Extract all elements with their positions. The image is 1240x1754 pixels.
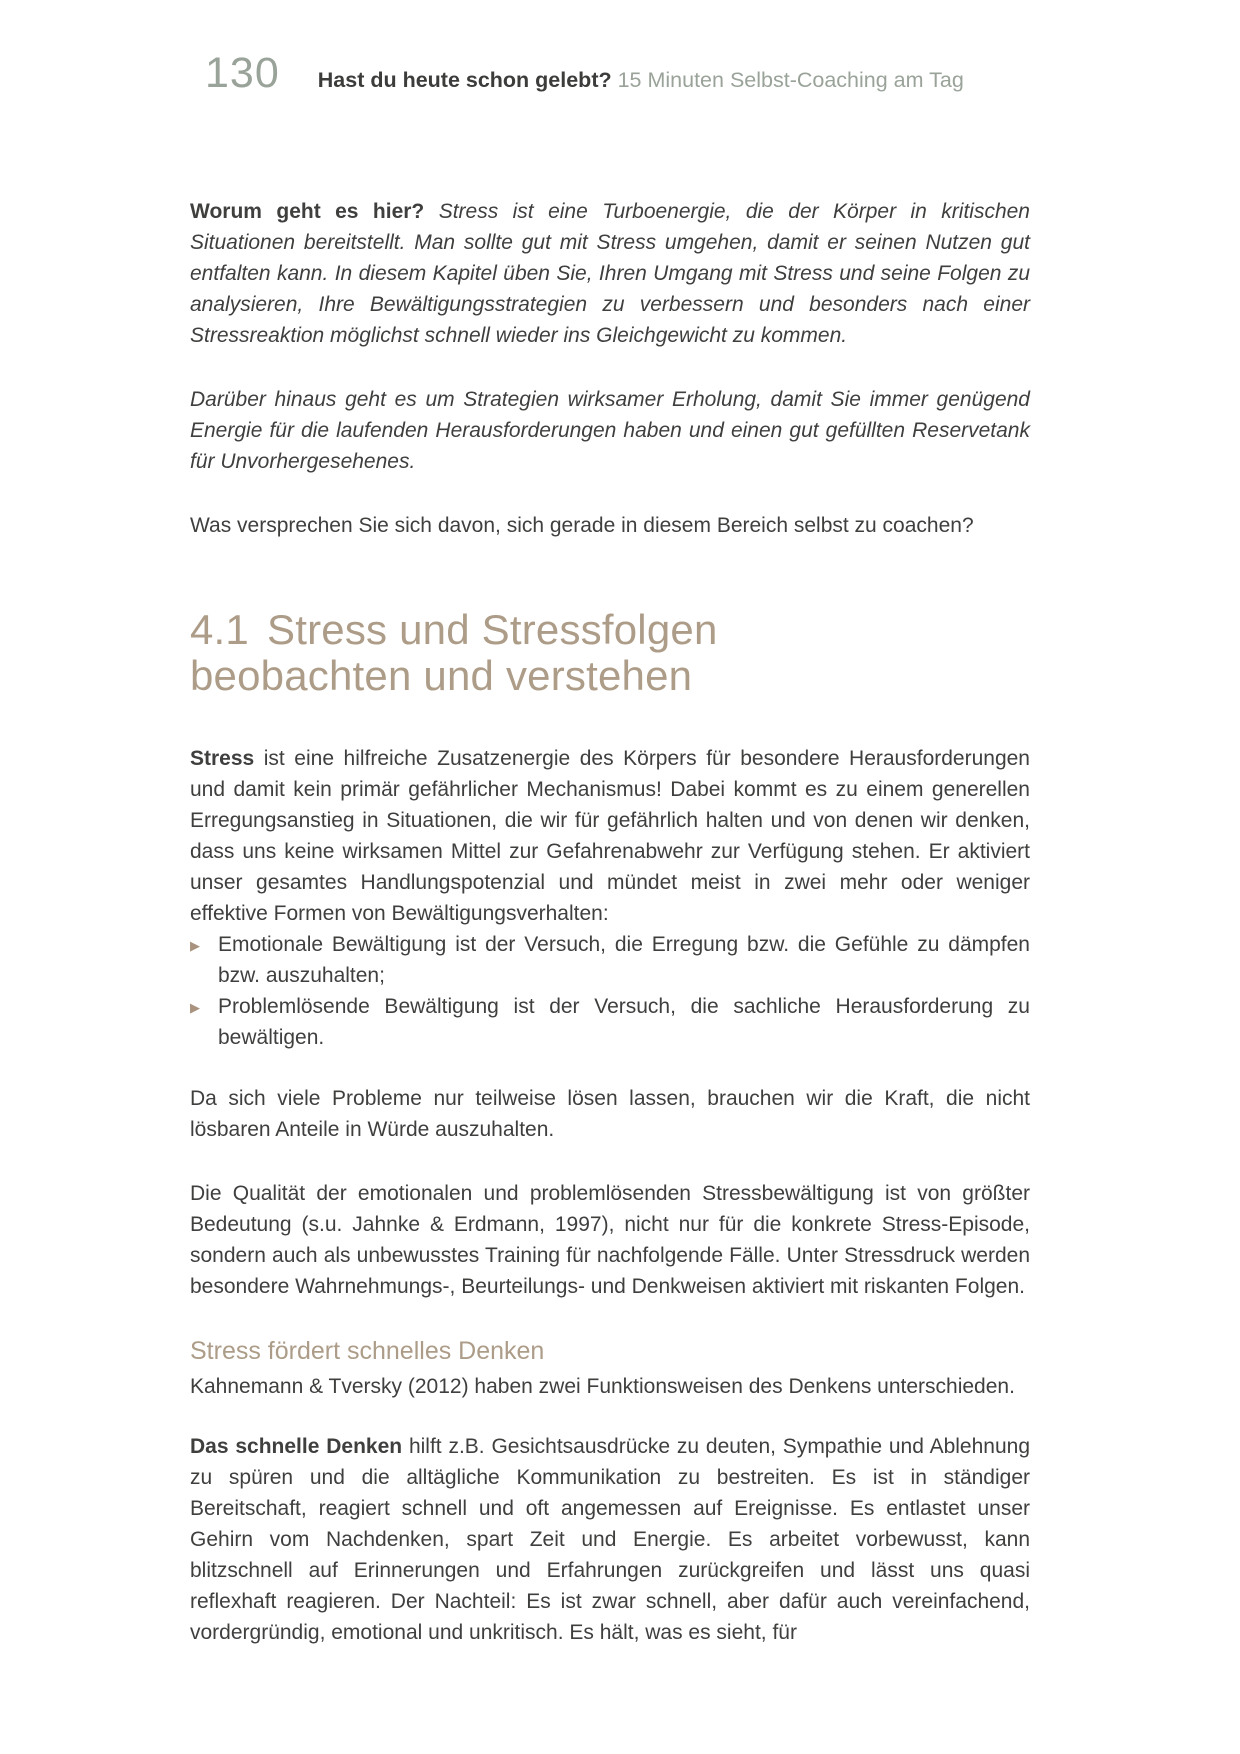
- arrow-bullet-icon: ▶: [190, 1000, 200, 1015]
- stress-definition-paragraph: [190, 743, 1030, 929]
- section-title-line2: beobachten und verstehen: [190, 652, 693, 699]
- intro-lead-question: Worum geht es hier?: [190, 200, 425, 223]
- stress-definition-text: ist eine hilfreiche Zusatzenergie des Körpers für besondere Herausforderungen und damit kein primär gefährlicher Mechanismus! Dabei kommt es zu einem generellen Erregungsanstieg in Situationen, die wir für gefährlich halten und von denen wir denken, dass uns keine wirksamen Mittel zur Gefahrenabwehr zur Verfügung stehen. Er aktiviert unser gesamtes Handlungspotenzial und mündet meist in zwei mehr oder weniger effektive Formen von Bewältigungsverhalten:: [190, 747, 1030, 925]
- qualitaet-paragraph: Die Qualität der emotionalen und problemlösenden Stressbewältigung ist von größter Bedeutung (s.u. Jahnke & Erdmann, 1997), nicht nur für die konkrete Stress-Episode, sondern auch als unbewusstes Training für nachfolgende Fälle. Unter Stressdruck werden besondere Wahrnehmungs-, Beurteilungs- und Denkweisen aktiviert mit riskanten Folgen.: [190, 1182, 1030, 1298]
- intro-paragraph-2: Darüber hinaus geht es um Strategien wirksamer Erholung, damit Sie immer genügend Energie für die laufenden Herausforderungen haben und einen gut gefüllten Reservetank für Unvorhergesehenes.: [190, 388, 1030, 473]
- section-title-line1: Stress und Stressfolgen: [267, 606, 718, 653]
- bullet-text-emotional: Emotionale Bewältigung ist der Versuch, die Erregung bzw. die Gefühle zu dämpfen bzw. auszuhalten;: [218, 933, 1030, 987]
- kahnemann-paragraph: Kahnemann & Tversky (2012) haben zwei Funktionsweisen des Denkens unterschieden.: [190, 1375, 1015, 1398]
- intro-paragraph-1: [190, 196, 1030, 351]
- page-number: 130: [205, 49, 280, 97]
- section-number: 4.1: [190, 606, 249, 653]
- section-heading: [190, 607, 1030, 699]
- list-item: [190, 991, 1030, 1053]
- list-item: [190, 929, 1030, 991]
- stress-keyword: Stress: [190, 747, 255, 770]
- page-header: [205, 49, 1035, 97]
- subsection-heading: Stress fördert schnelles Denken: [190, 1337, 545, 1365]
- running-head: [318, 68, 964, 92]
- schnelles-denken-keyword: Das schnelle Denken: [190, 1435, 403, 1458]
- coping-bullet-list: [190, 929, 1030, 1053]
- book-subtitle: 15 Minuten Selbst-Coaching am Tag: [611, 68, 964, 92]
- bullet-text-problem-solving: Problemlösende Bewältigung ist der Versuch, die sachliche Herausforderung zu bewältigen.: [218, 995, 1030, 1049]
- arrow-bullet-icon: ▶: [190, 938, 200, 953]
- intro-paragraph-1-text: Stress ist eine Turboenergie, die der Körper in kritischen Situationen bereitstellt. Man sollte gut mit Stress umgehen, damit er seinen Nutzen gut entfalten kann. In diesem Kapitel üben Sie, Ihren Umgang mit Stress und seine Folgen zu analysieren, Ihre Bewältigungsstrategien zu verbessern und besonders nach einer Stressreaktion möglichst schnell wieder ins Gleichgewicht zu kommen.: [190, 200, 1030, 347]
- text-column: [190, 196, 1030, 1648]
- book-title: Hast du heute schon gelebt?: [317, 68, 612, 92]
- schnelles-denken-paragraph: [190, 1431, 1030, 1648]
- probleme-paragraph: Da sich viele Probleme nur teilweise lösen lassen, brauchen wir die Kraft, die nicht lösbaren Anteile in Würde auszuhalten.: [190, 1087, 1030, 1141]
- coaching-question: Was versprechen Sie sich davon, sich gerade in diesem Bereich selbst zu coachen?: [190, 514, 974, 537]
- schnelles-denken-text: hilft z.B. Gesichtsausdrücke zu deuten, Sympathie und Ablehnung zu spüren und die alltägliche Kommunikation zu bestreiten. Es ist in ständiger Bereitschaft, reagiert schnell und oft angemessen auf Ereignisse. Es entlastet unser Gehirn vom Nachdenken, spart Zeit und Energie. Es arbeitet vorbewusst, kann blitzschnell auf Erinnerungen und Erfahrungen zurückgreifen und lässt uns quasi reflexhaft reagieren. Der Nachteil: Es ist zwar schnell, aber dafür auch vereinfachend, vordergründig, emotional und unkritisch. Es hält, was es sieht, für: [190, 1435, 1031, 1644]
